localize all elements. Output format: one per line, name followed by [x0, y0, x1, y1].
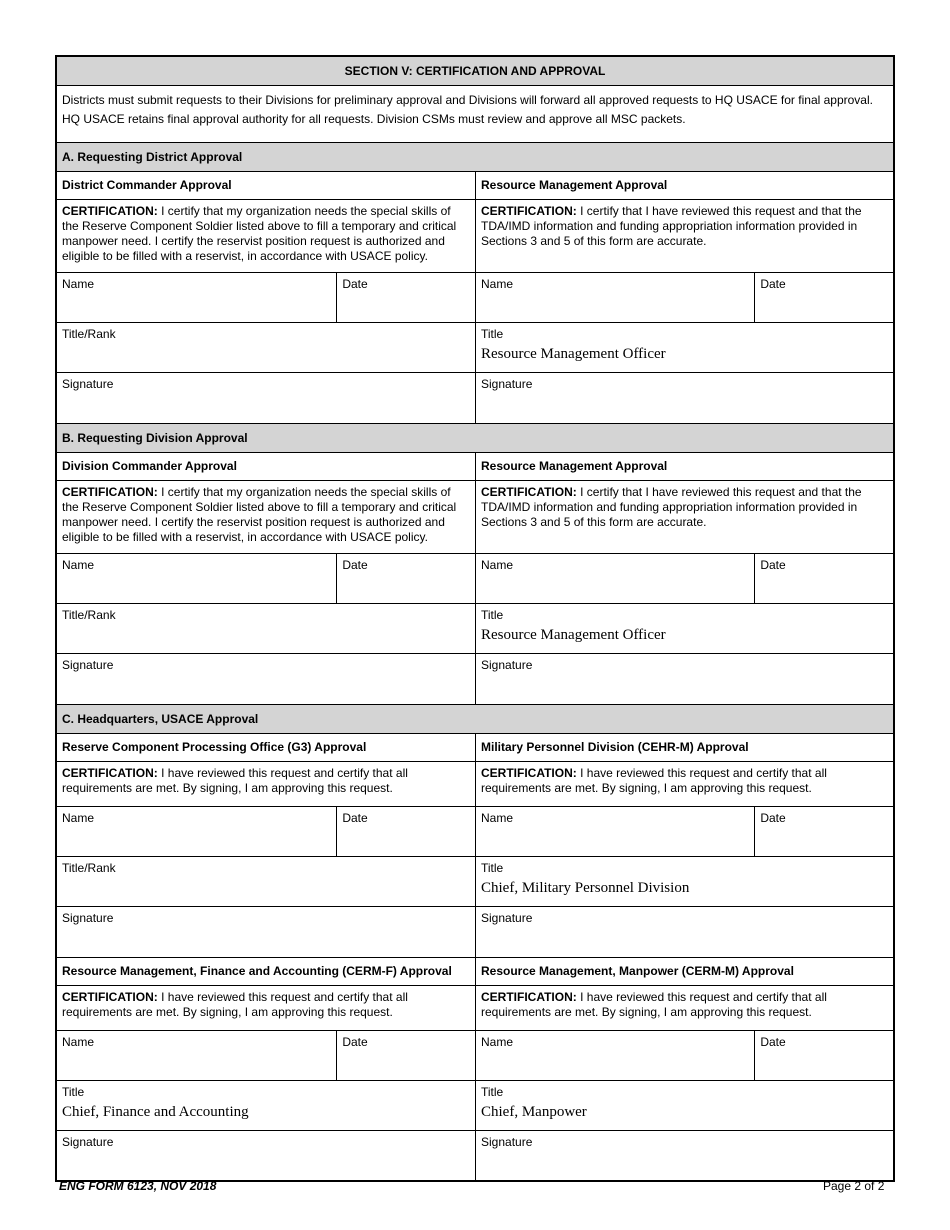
cert-label: CERTIFICATION:	[62, 990, 158, 1004]
part-b-signature-row	[57, 654, 893, 705]
name-label: Name	[481, 1035, 514, 1049]
part-c2-signature-row	[57, 1131, 893, 1180]
g3-approval-header: Reserve Component Processing Office (G3) Approval	[62, 740, 367, 754]
district-commander-cert	[57, 200, 475, 272]
signature-label: Signature	[481, 377, 533, 391]
cert-text: I have reviewed this request and certify that all requirements are met. By signing, I am approving this request.	[481, 990, 827, 1019]
cert-label: CERTIFICATION:	[481, 485, 577, 499]
cert-label: CERTIFICATION:	[481, 766, 577, 780]
g3-name-field[interactable]	[57, 807, 336, 856]
rm-name-field-b[interactable]	[475, 554, 754, 603]
cerm-f-title-field[interactable]	[57, 1081, 475, 1130]
cerm-m-title-field[interactable]	[475, 1081, 893, 1130]
intro-row	[57, 86, 893, 143]
g3-signature-field[interactable]	[57, 907, 475, 957]
district-date-field[interactable]	[336, 273, 475, 322]
part-c2-cert-row	[57, 986, 893, 1031]
g3-title-rank-field[interactable]	[57, 857, 475, 906]
rm-title-field-a[interactable]	[475, 323, 893, 372]
cert-text: I certify that my organization needs the special skills of the Reserve Component Soldier listed above to fill a temporary and critical manpower need. I certify the reservist position request is authorized and eligible to be filled with a reservist, in accordance with USACE policy.	[62, 485, 457, 544]
cerm-m-approval-header: Resource Management, Manpower (CERM-M) Approval	[475, 958, 893, 985]
part-b-approval-headers	[57, 453, 893, 481]
part-b-header: B. Requesting Division Approval	[57, 424, 893, 452]
part-a-title-row	[57, 323, 893, 373]
part-c2-title-row	[57, 1081, 893, 1131]
name-label: Name	[481, 277, 514, 291]
signature-label: Signature	[62, 377, 114, 391]
cehr-m-approval-header: Military Personnel Division (CEHR-M) Approval	[475, 734, 893, 761]
cehr-m-title-field[interactable]	[475, 857, 893, 906]
cerm-m-name-field[interactable]	[475, 1031, 754, 1080]
section-title: SECTION V: CERTIFICATION AND APPROVAL	[57, 57, 893, 85]
cert-text: I have reviewed this request and certify that all requirements are met. By signing, I am approving this request.	[62, 766, 408, 795]
part-c-cert-row	[57, 762, 893, 807]
signature-label: Signature	[481, 658, 533, 672]
date-label: Date	[342, 811, 368, 825]
part-c-approval-headers	[57, 734, 893, 762]
cert-label: CERTIFICATION:	[62, 485, 158, 499]
district-title-rank-field[interactable]	[57, 323, 475, 372]
cert-label: CERTIFICATION:	[481, 990, 577, 1004]
cert-text: I have reviewed this request and certify that all requirements are met. By signing, I am approving this request.	[481, 766, 827, 795]
part-b-header-row	[57, 424, 893, 453]
division-signature-field[interactable]	[57, 654, 475, 704]
cerm-f-approval-header: Resource Management, Finance and Accounting (CERM-F) Approval	[62, 964, 452, 978]
title-rank-label: Title/Rank	[62, 327, 116, 341]
rm-signature-field-b[interactable]	[475, 654, 893, 704]
cert-label: CERTIFICATION:	[481, 204, 577, 218]
rm-signature-field-a[interactable]	[475, 373, 893, 423]
signature-label: Signature	[62, 911, 114, 925]
name-label: Name	[62, 811, 95, 825]
cehr-m-name-field[interactable]	[475, 807, 754, 856]
part-a-header: A. Requesting District Approval	[57, 143, 893, 171]
part-c2-approval-headers	[57, 958, 893, 986]
cerm-f-name-field[interactable]	[57, 1031, 336, 1080]
certification-form	[55, 55, 895, 1182]
cerm-m-signature-field[interactable]	[475, 1131, 893, 1180]
page-number: Page 2 of 2	[823, 1179, 885, 1193]
intro-text: Districts must submit requests to their Divisions for preliminary approval and Divisions will forward all approved requests to HQ USACE for final approval. HQ USACE retains final approval authority for all requests. Division CSMs must review and approve all MSC packets.	[62, 93, 873, 126]
part-c-signature-row	[57, 907, 893, 958]
part-c-name-row	[57, 807, 893, 857]
title-rank-label: Title/Rank	[62, 608, 116, 622]
date-label: Date	[760, 1035, 786, 1049]
part-c-header-row	[57, 705, 893, 734]
title-rank-label: Title/Rank	[62, 861, 116, 875]
part-a-name-row	[57, 273, 893, 323]
name-label: Name	[62, 1035, 95, 1049]
division-date-field[interactable]	[336, 554, 475, 603]
date-label: Date	[342, 1035, 368, 1049]
rm-approval-header-a: Resource Management Approval	[475, 172, 893, 199]
signature-label: Signature	[62, 1135, 114, 1149]
rm-cert-b	[475, 481, 893, 553]
form-id: ENG FORM 6123, NOV 2018	[59, 1179, 217, 1193]
signature-label: Signature	[481, 911, 533, 925]
rm-date-field-a[interactable]	[754, 273, 893, 322]
title-label: Title	[481, 608, 504, 622]
rm-approval-header-b: Resource Management Approval	[475, 453, 893, 480]
cerm-m-date-field[interactable]	[754, 1031, 893, 1080]
name-label: Name	[62, 558, 95, 572]
district-commander-header: District Commander Approval	[62, 178, 232, 192]
part-c2-name-row	[57, 1031, 893, 1081]
title-value: Chief, Finance and Accounting	[62, 1104, 249, 1120]
name-label: Name	[481, 811, 514, 825]
date-label: Date	[342, 558, 368, 572]
district-signature-field[interactable]	[57, 373, 475, 423]
g3-cert	[57, 762, 475, 806]
part-b-cert-row	[57, 481, 893, 554]
part-a-header-row	[57, 143, 893, 172]
cerm-f-date-field[interactable]	[336, 1031, 475, 1080]
rm-date-field-b[interactable]	[754, 554, 893, 603]
part-c-header: C. Headquarters, USACE Approval	[57, 705, 893, 733]
g3-date-field[interactable]	[336, 807, 475, 856]
title-label: Title	[481, 861, 504, 875]
cert-label: CERTIFICATION:	[62, 204, 158, 218]
cert-label: CERTIFICATION:	[62, 766, 158, 780]
section-header-row	[57, 57, 893, 86]
cehr-m-date-field[interactable]	[754, 807, 893, 856]
cert-text: I certify that my organization needs the special skills of the Reserve Component Soldier listed above to fill a temporary and critical manpower need. I certify the reservist position request is authorized and eligible to be filled with a reservist, in accordance with USACE policy.	[62, 204, 457, 263]
rm-title-field-b[interactable]	[475, 604, 893, 653]
division-commander-cert	[57, 481, 475, 553]
part-b-title-row	[57, 604, 893, 654]
title-value: Resource Management Officer	[481, 346, 666, 362]
date-label: Date	[760, 811, 786, 825]
part-a-cert-row	[57, 200, 893, 273]
division-commander-header: Division Commander Approval	[62, 459, 237, 473]
title-label: Title	[481, 327, 504, 341]
part-b-name-row	[57, 554, 893, 604]
name-label: Name	[62, 277, 95, 291]
division-name-field[interactable]	[57, 554, 336, 603]
title-value: Chief, Manpower	[481, 1104, 587, 1120]
rm-name-field-a[interactable]	[475, 273, 754, 322]
rm-cert-a	[475, 200, 893, 272]
cehr-m-signature-field[interactable]	[475, 907, 893, 957]
part-c-title-row	[57, 857, 893, 907]
title-label: Title	[62, 1085, 85, 1099]
cerm-m-cert	[475, 986, 893, 1030]
name-label: Name	[481, 558, 514, 572]
signature-label: Signature	[62, 658, 114, 672]
cert-text: I certify that I have reviewed this request and that the TDA/IMD information and funding appropriation information provided in Sections 3 and 5 of this form are accurate.	[481, 204, 862, 248]
signature-label: Signature	[481, 1135, 533, 1149]
part-a-approval-headers	[57, 172, 893, 200]
title-value: Chief, Military Personnel Division	[481, 880, 690, 896]
cehr-m-cert	[475, 762, 893, 806]
date-label: Date	[342, 277, 368, 291]
title-value: Resource Management Officer	[481, 627, 666, 643]
cerm-f-cert	[57, 986, 475, 1030]
district-name-field[interactable]	[57, 273, 336, 322]
cert-text: I have reviewed this request and certify that all requirements are met. By signing, I am approving this request.	[62, 990, 408, 1019]
part-a-signature-row	[57, 373, 893, 424]
title-label: Title	[481, 1085, 504, 1099]
cert-text: I certify that I have reviewed this request and that the TDA/IMD information and funding appropriation information provided in Sections 3 and 5 of this form are accurate.	[481, 485, 862, 529]
cerm-f-signature-field[interactable]	[57, 1131, 475, 1180]
date-label: Date	[760, 558, 786, 572]
division-title-rank-field[interactable]	[57, 604, 475, 653]
date-label: Date	[760, 277, 786, 291]
